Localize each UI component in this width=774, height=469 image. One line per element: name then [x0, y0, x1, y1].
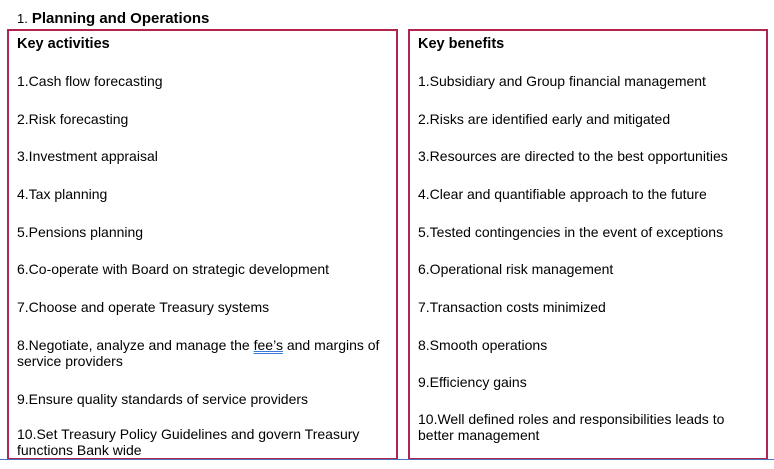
activity-item — [17, 337, 388, 369]
section-heading — [17, 10, 209, 28]
activity-item: 6.Co-operate with Board on strategic development — [17, 261, 330, 277]
activity-item-text-start: 8.Negotiate, analyze and manage the — [17, 337, 254, 353]
spellcheck-underlined-word[interactable]: fee’s — [253, 337, 283, 353]
activity-item: 2.Risk forecasting — [17, 111, 129, 127]
section-number: 1. — [17, 11, 28, 26]
benefit-item: 2.Risks are identified early and mitigated — [418, 111, 671, 127]
key-activities-box — [7, 29, 398, 460]
bottom-rule — [0, 459, 774, 460]
activity-item: 9.Ensure quality standards of service providers — [17, 391, 309, 407]
activity-item: 3.Investment appraisal — [17, 148, 158, 164]
activity-item: 10.Set Treasury Policy Guidelines and govern Treasury functions Bank wide — [17, 426, 360, 458]
key-benefits-title: Key benefits — [418, 36, 505, 52]
benefit-item: 7.Transaction costs minimized — [418, 299, 606, 315]
activity-item-text-end: and margins of service providers — [17, 337, 380, 369]
benefit-item: 6.Operational risk management — [418, 261, 614, 277]
benefit-item: 9.Efficiency gains — [418, 374, 527, 390]
benefit-item: 3.Resources are directed to the best opportunities — [418, 148, 728, 164]
benefit-item: 4.Clear and quantifiable approach to the future — [418, 186, 707, 202]
benefit-item: 1.Subsidiary and Group financial management — [418, 73, 706, 89]
activity-item: 1.Cash flow forecasting — [17, 73, 163, 89]
benefit-item: 10.Well defined roles and responsibilities leads to better management — [418, 411, 725, 443]
activity-item: 4.Tax planning — [17, 186, 108, 202]
section-title: Planning and Operations — [31, 10, 210, 27]
activity-item: 5.Pensions planning — [17, 224, 144, 240]
benefit-item: 5.Tested contingencies in the event of exceptions — [418, 224, 724, 240]
benefit-item: 8.Smooth operations — [418, 337, 548, 353]
key-benefits-box — [408, 29, 768, 460]
activity-item: 7.Choose and operate Treasury systems — [17, 299, 270, 315]
key-activities-title: Key activities — [17, 36, 110, 52]
